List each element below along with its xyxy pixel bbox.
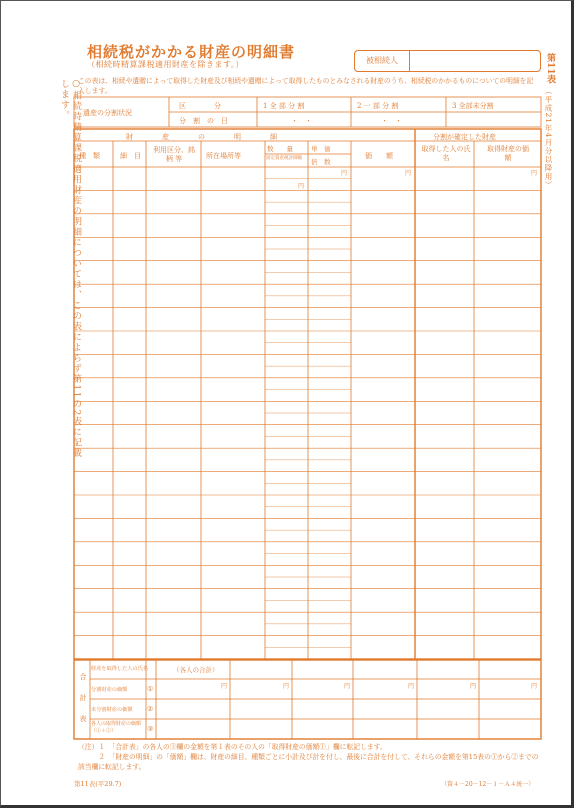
col-type: 種 類 — [79, 152, 100, 160]
division-date-2[interactable]: ・ ・ — [381, 117, 402, 125]
summary-row-total: 各人の取得財産の価額（①＋②） — [91, 721, 142, 734]
footnote — [78, 742, 540, 772]
division-row2-label: 分 割 の 日 — [179, 117, 228, 125]
col-multiplier: 倍 数 — [311, 158, 331, 166]
summary-yen-6: 円 — [531, 683, 538, 690]
yen-unit-price: 円 — [341, 170, 348, 177]
summary-mark-1: ① — [147, 685, 154, 693]
yen-acquired-value: 円 — [531, 170, 538, 177]
col-quantity: 数 量 — [267, 145, 293, 153]
division-row1-label: 区 分 — [179, 102, 221, 110]
footnote-2: ２ 「財産の明細」の「価額」欄は、財産の細目、種類ごとに小計及び計を付し、最後に合計を付して、それらの金額を第15表の①から②までの該当欄に転記します。 — [78, 753, 539, 771]
col-usage: 利用区分、銘 柄 等 — [153, 146, 195, 163]
intro-text: この表は、相続や遺贈によって取得した財産及び相続や遺贈によって取得したものとみなされる財産のうち、相続税のかかるものについての明細を記入します。 — [78, 77, 534, 95]
option-undivided[interactable]: 3 全部未分割 — [452, 102, 494, 110]
summary-total-label: （各人の合計） — [173, 666, 219, 674]
form-title: 相続税がかかる財産の明細書 — [87, 43, 296, 61]
col-fixed-asset-value: 固定資産税評価額 — [266, 156, 302, 161]
summary-row-acquirer: 財産を取得した人の氏名 — [91, 666, 149, 672]
header-divided-property: 分割が確定した財産 — [433, 133, 496, 141]
decedent-label: 被相続人 — [355, 51, 410, 71]
col-acquirer: 取得した人の氏 名 — [421, 145, 485, 162]
division-label: 遺産の分割状況 — [83, 109, 132, 117]
footer-form-code: 第11表(平29.7) — [74, 780, 122, 788]
summary-yen-1: 円 — [221, 683, 228, 690]
summary-mark-2: ② — [147, 705, 154, 713]
summary-yen-5: 円 — [470, 683, 477, 690]
left-side-note: ○相続時精算課税適用財産の明細については、この表によらず第11の2表に記載します。 — [59, 79, 81, 459]
col-detail: 細 目 — [120, 152, 141, 160]
summary-yen-4: 円 — [408, 683, 415, 690]
summary-yen-2: 円 — [283, 683, 290, 690]
option-partial-division[interactable]: 2 一 部 分 割 — [357, 102, 399, 110]
form-subtitle: （相続時精算課税適用財産を除きます。） — [87, 60, 244, 69]
era-note: （平成21年4月分以降用） — [544, 87, 553, 190]
col-unit-price: 単 価 — [311, 145, 331, 153]
summary-row-undivided: 未分割財産の価額 — [91, 707, 133, 713]
header-property-details: 財 産 の 明 細 — [126, 133, 279, 141]
yen-value: 円 — [405, 170, 412, 177]
summary-yen-3: 円 — [344, 683, 351, 690]
summary-side-label: 合計表 — [79, 673, 87, 736]
col-value: 価 額 — [365, 152, 393, 160]
yen-fixed-asset: 円 — [298, 183, 305, 190]
division-date-1[interactable]: ・ ・ — [291, 117, 312, 125]
summary-row-divided: 分割財産の価額 — [91, 687, 128, 693]
summary-mark-3: ③ — [147, 725, 154, 733]
option-full-division[interactable]: 1 全 部 分 割 — [263, 102, 305, 110]
footer-print-code: （資４－20－12－１－Ａ４統一） — [441, 781, 535, 788]
footnote-1: （注）１ 「合計表」の各人の③欄の金額を第１表のその人の「取得財産の価額①」欄に転記します。 — [78, 743, 387, 751]
col-location: 所在場所等 — [206, 152, 241, 160]
col-acquired-value: 取得財産の価 額 — [487, 145, 543, 162]
form-number: 第11表 — [545, 53, 555, 84]
